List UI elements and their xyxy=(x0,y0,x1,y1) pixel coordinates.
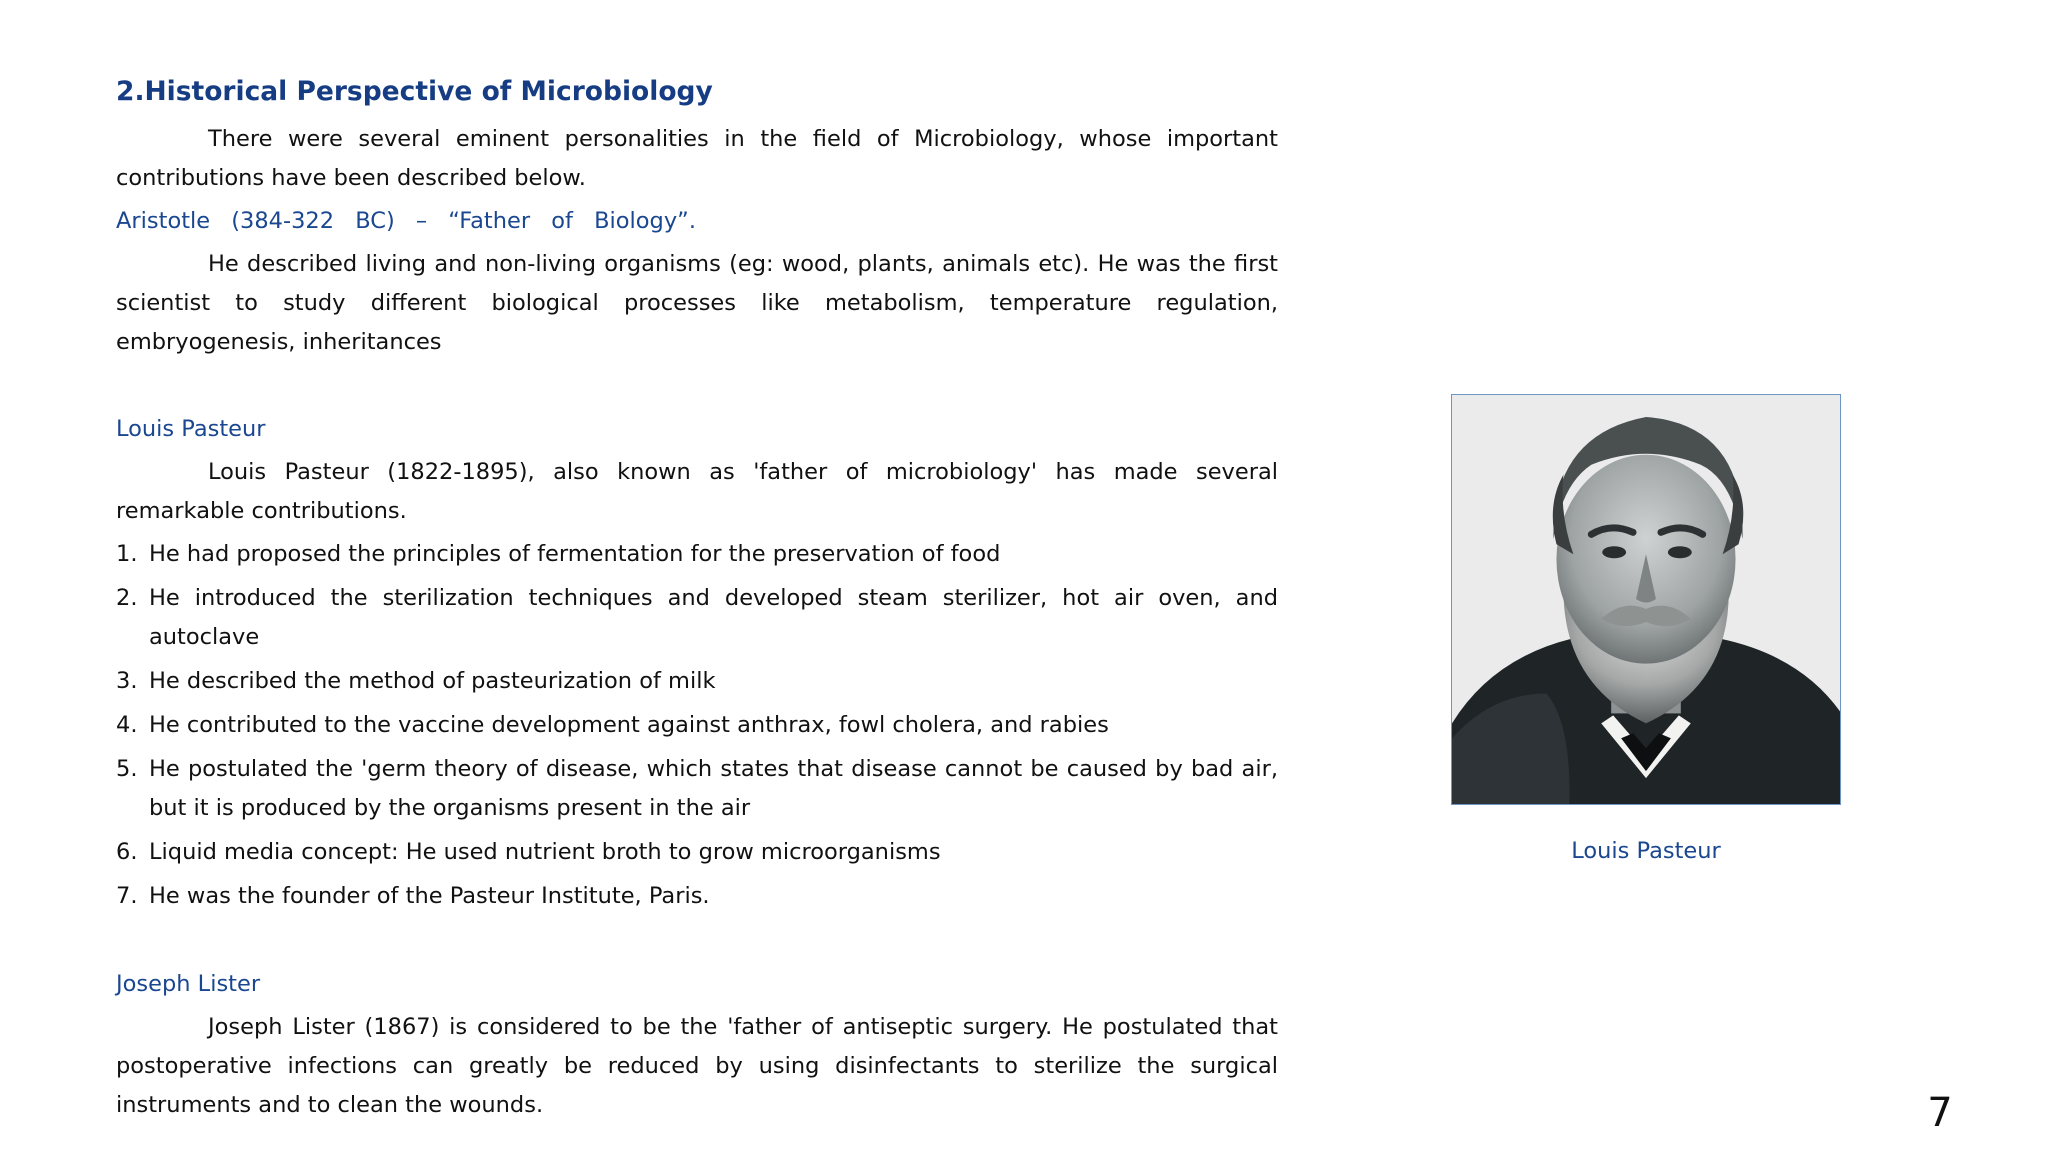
list-item-text: He was the founder of the Pasteur Institute, Paris. xyxy=(149,883,710,909)
intro-paragraph: There were several eminent personalities in the field of Microbiology, whose important contributions have been described below. xyxy=(116,126,1278,191)
list-item xyxy=(116,706,1278,745)
document-body xyxy=(116,74,1278,1129)
list-item xyxy=(116,662,1278,701)
portrait-illustration xyxy=(1452,395,1840,804)
list-item xyxy=(116,833,1278,872)
list-number: 7. xyxy=(116,883,138,909)
list-number: 2. xyxy=(116,585,138,611)
list-item-text: He introduced the sterilization techniques and developed steam sterilizer, hot air oven, and autoclave xyxy=(149,585,1278,650)
pasteur-portrait xyxy=(1451,394,1841,805)
list-number: 6. xyxy=(116,839,138,865)
section-title: 2.Historical Perspective of Microbiology xyxy=(116,76,713,107)
portrait-caption: Louis Pasteur xyxy=(1571,838,1721,864)
list-item xyxy=(116,750,1278,828)
pasteur-paragraph: Louis Pasteur (1822-1895), also known as 'father of microbiology' has made several remarkable contributions. xyxy=(116,459,1278,524)
lister-heading: Joseph Lister xyxy=(116,971,261,997)
aristotle-heading: Aristotle (384-322 BC) – “Father of Biology”. xyxy=(116,208,696,234)
pasteur-contributions-list xyxy=(116,535,1278,916)
list-item xyxy=(116,877,1278,916)
pasteur-heading: Louis Pasteur xyxy=(116,416,266,442)
list-item-text: He postulated the 'germ theory of disease, which states that disease cannot be caused by bad air, but it is produced by the organisms present in the air xyxy=(149,756,1278,821)
lister-paragraph: Joseph Lister (1867) is considered to be the 'father of antiseptic surgery. He postulated that postoperative infections can greatly be reduced by using disinfectants to sterilize the surgical instruments and to clean the wounds. xyxy=(116,1014,1278,1118)
list-number: 4. xyxy=(116,712,138,738)
list-item-text: He contributed to the vaccine development against anthrax, fowl cholera, and rabies xyxy=(149,712,1109,738)
aristotle-paragraph: He described living and non-living organisms (eg: wood, plants, animals etc). He was the first scientist to study different biological processes like metabolism, temperature regulation, embryogenesis, inheritances xyxy=(116,251,1278,355)
list-item xyxy=(116,579,1278,657)
list-item xyxy=(116,535,1278,574)
page-number: 7 xyxy=(1927,1090,1953,1136)
list-number: 5. xyxy=(116,756,138,782)
list-number: 3. xyxy=(116,668,138,694)
list-number: 1. xyxy=(116,541,138,567)
list-item-text: Liquid media concept: He used nutrient broth to grow microorganisms xyxy=(149,839,941,865)
list-item-text: He described the method of pasteurization of milk xyxy=(149,668,716,694)
list-item-text: He had proposed the principles of fermentation for the preservation of food xyxy=(149,541,1001,567)
